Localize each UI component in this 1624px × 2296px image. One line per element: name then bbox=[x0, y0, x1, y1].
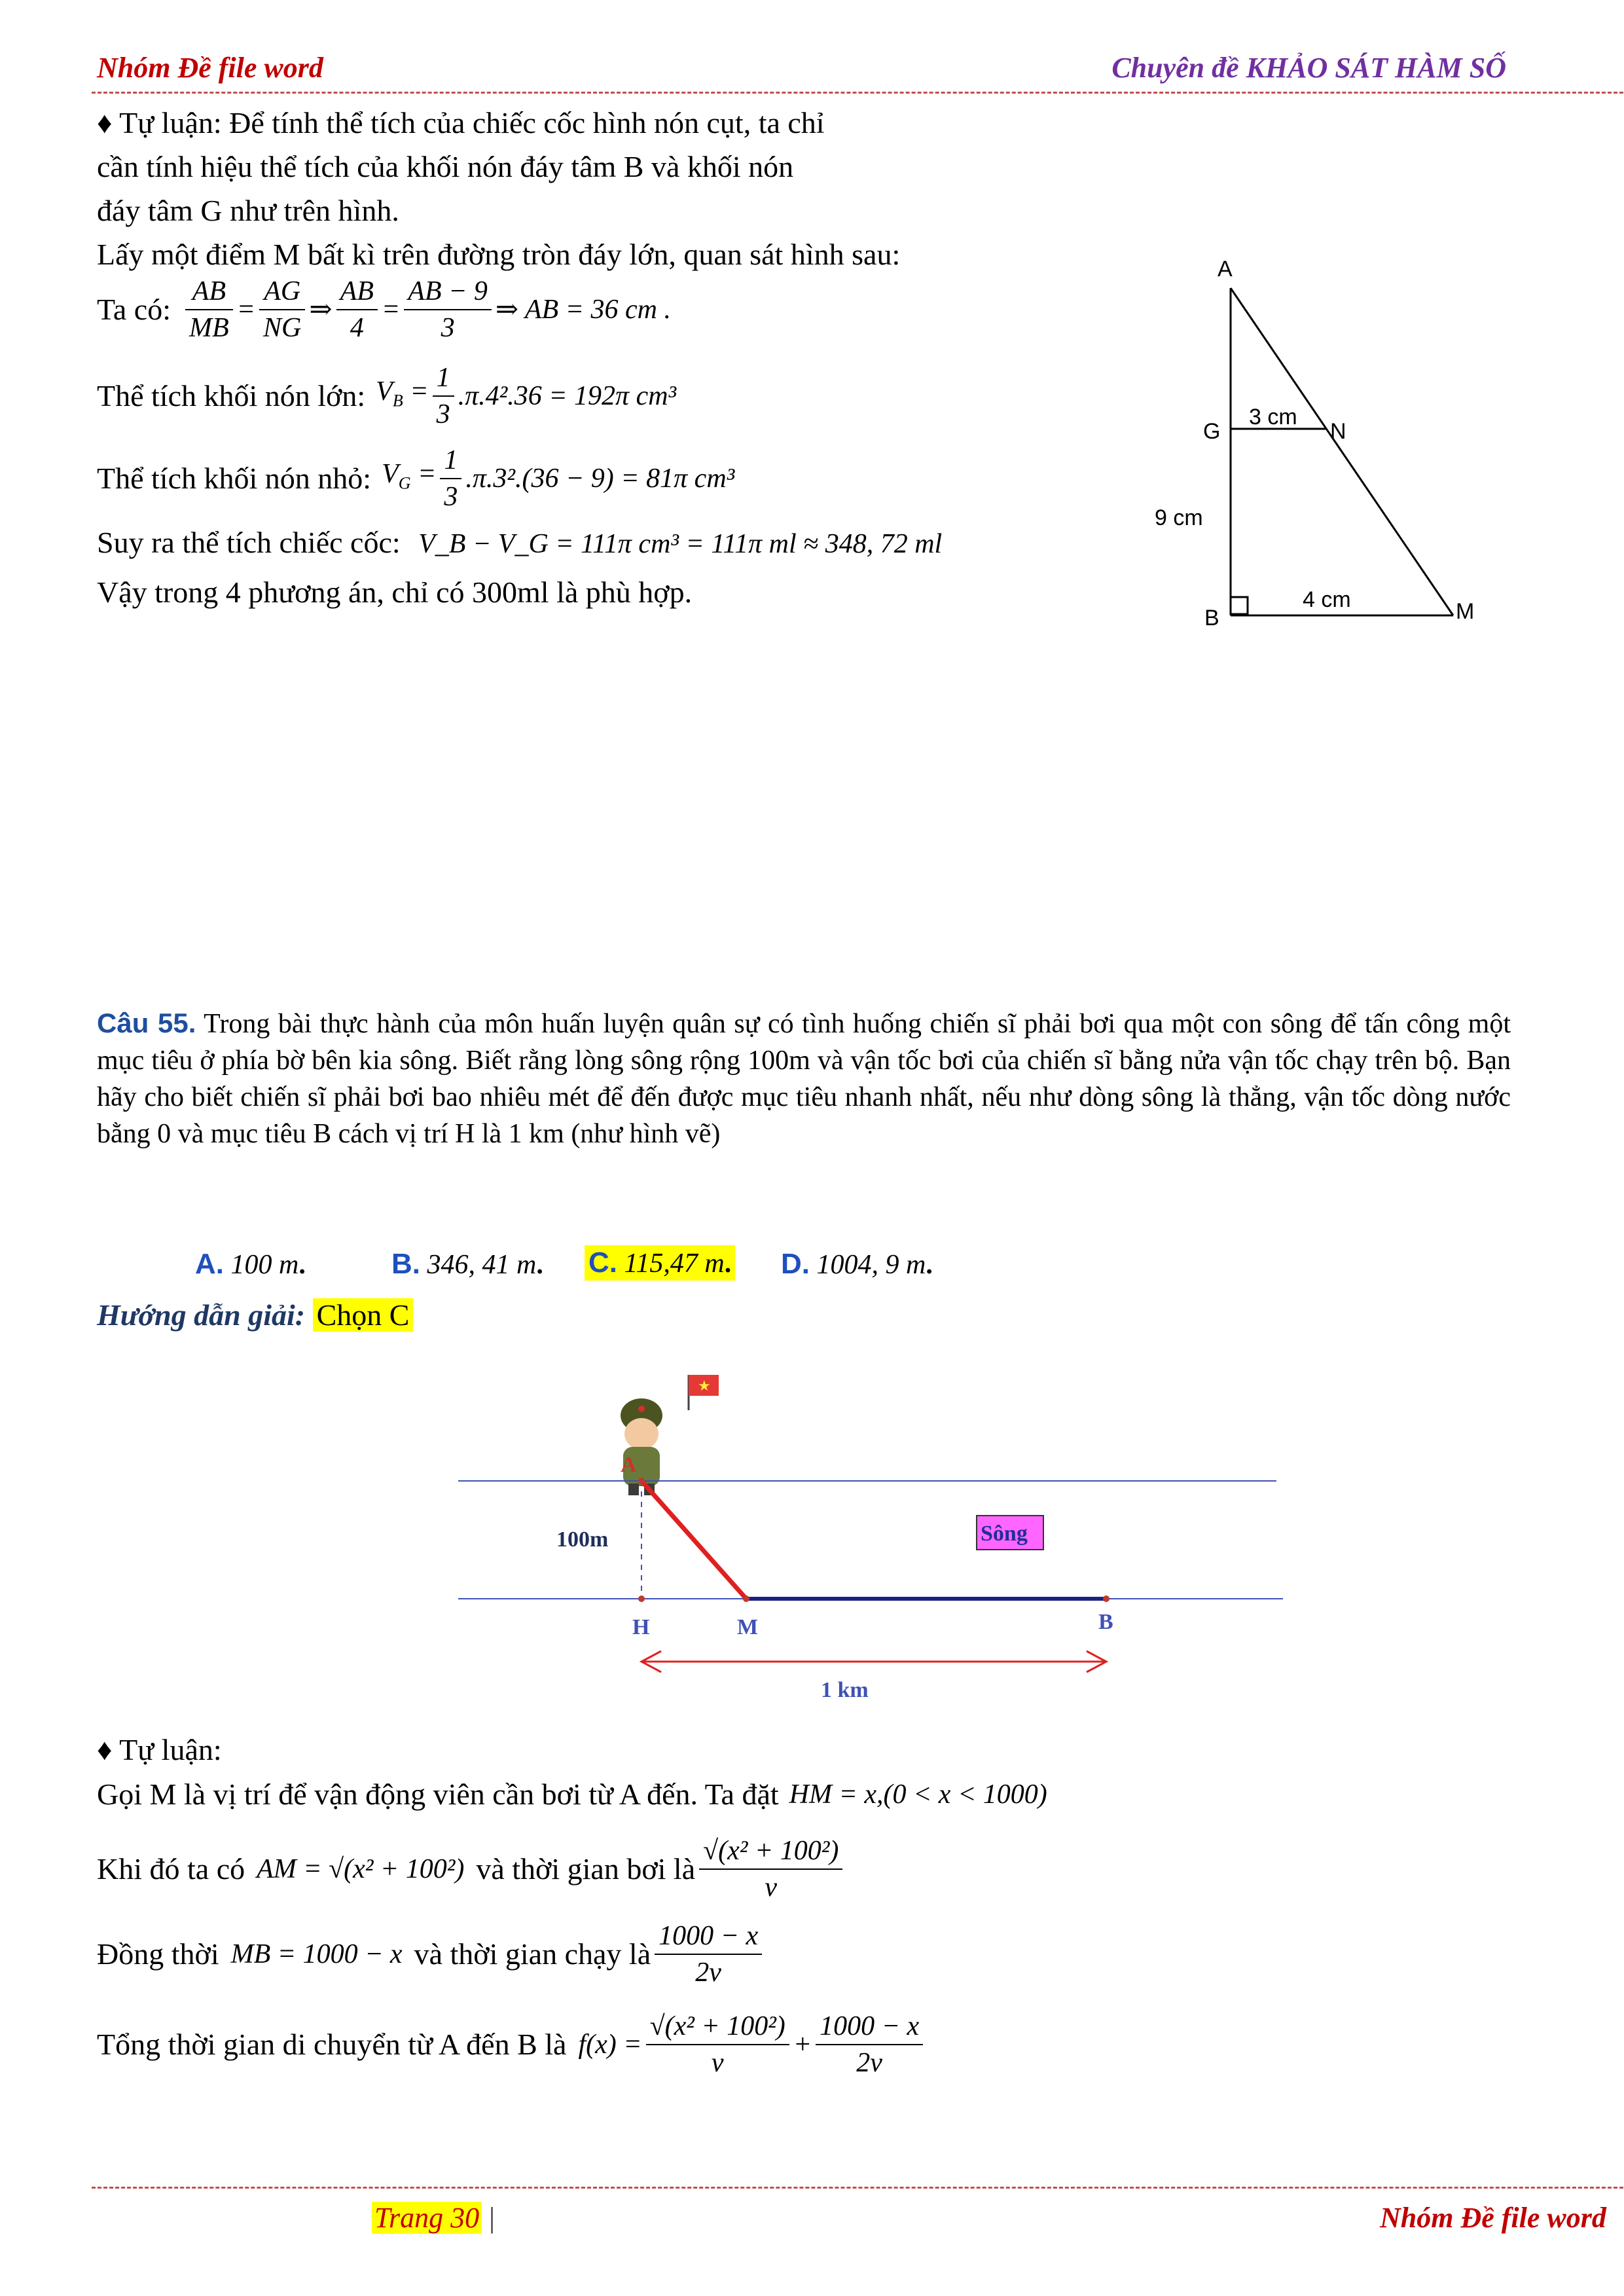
intro-line-1: ♦ Tự luận: Để tính thể tích của chiếc cốc hình nón cụt, ta chỉ bbox=[97, 106, 825, 139]
header-left: Nhóm Đề file word bbox=[97, 52, 323, 84]
vb-formula: .π.4².36 = 192π cm³ bbox=[458, 381, 677, 411]
question-number: Câu 55. bbox=[97, 1008, 196, 1038]
label-ab-length: 9 cm bbox=[1155, 505, 1203, 530]
part2-heading: ♦ Tự luận: bbox=[97, 1733, 222, 1766]
option-c[interactable]: C. 115,47 m. bbox=[585, 1245, 735, 1281]
swim-path bbox=[641, 1481, 746, 1599]
header-rule bbox=[92, 92, 1623, 94]
svg-text:★: ★ bbox=[698, 1377, 711, 1394]
vg-label: Thể tích khối nón nhỏ: bbox=[97, 462, 372, 495]
vb-label: Thể tích khối nón lớn: bbox=[97, 379, 366, 412]
label-n: N bbox=[1330, 419, 1346, 444]
label-b: B bbox=[1098, 1610, 1113, 1634]
part2-line-2: Khi đó ta có AM = √(x² + 100²) và thời gian bơi là $\frac{\text{√(x² + 100²)}}{v}$ bbox=[97, 1833, 846, 1905]
guide-label: Hướng dẫn giải: bbox=[97, 1298, 306, 1332]
diff-formula: V_B − V_G = 111π cm³ = 111π ml ≈ 348, 72 ml bbox=[418, 529, 943, 559]
right-angle-mark bbox=[1231, 597, 1248, 614]
intro-line-3: đáy tâm G như trên hình. bbox=[97, 194, 399, 227]
label-h: H bbox=[632, 1615, 650, 1639]
label-a: A bbox=[1218, 257, 1233, 282]
label-m: M bbox=[1456, 599, 1475, 624]
question-text: Trong bài thực hành của môn huấn luyện quân sự có tình huống chiến sĩ phải bơi qua một con sông để tấn công một mục tiêu ở phía bờ bên kia sông. Biết rằng lòng sông rộng 100m và vận tốc bơi của chiến sĩ bằng nửa vận tốc chạy trên bộ. Bạn hãy cho biết chiến sĩ phải bơi bao nhiêu mét để đến được mục tiêu nhanh nhất, nếu như dòng sông là thẳng, vận tốc dòng nước bằng 0 và mục tiêu B cách vị trí H là 1 km (như hình vẽ) bbox=[97, 1009, 1511, 1149]
footer-rule bbox=[92, 2187, 1623, 2189]
footer-page: Trang 30 | bbox=[372, 2201, 495, 2234]
label-b: B bbox=[1204, 606, 1219, 630]
conclusion: Vậy trong 4 phương án, chỉ có 300ml là phù hợp. bbox=[97, 575, 693, 609]
option-b[interactable]: B. 346, 41 m. bbox=[391, 1248, 543, 1280]
flag-icon bbox=[689, 1375, 719, 1410]
ratio-line bbox=[97, 274, 671, 346]
label-bm-length: 4 cm bbox=[1303, 587, 1351, 612]
label-m: M bbox=[737, 1615, 759, 1639]
river-figure bbox=[445, 1355, 1296, 1722]
question-block bbox=[97, 1005, 1511, 1152]
ratio-formula: $\frac{AB}{MB}$ = $\frac{AG}{NG}$ ⇒ $\frac{AB}{4}$ = $\frac{AB - 9}{3}$ ⇒ AB = 36 cm . bbox=[181, 274, 671, 346]
guide-answer: Chọn C bbox=[313, 1298, 414, 1332]
intro-line-2: cần tính hiệu thể tích của khối nón đáy tâm B và khối nón bbox=[97, 150, 794, 183]
label-river: Sông bbox=[981, 1522, 1028, 1546]
footer-right: Nhóm Đề file word bbox=[1380, 2202, 1606, 2234]
guide-line bbox=[97, 1298, 413, 1332]
vg-formula: .π.3².(36 − 9) = 81π cm³ bbox=[465, 464, 735, 494]
option-d[interactable]: D. 1004, 9 m. bbox=[781, 1248, 933, 1280]
part2-line-1: Gọi M là vị trí để vận động viên cần bơi từ A đến. Ta đặt HM = x,(0 < x < 1000) bbox=[97, 1777, 1047, 1811]
option-a[interactable]: A. 100 m. bbox=[195, 1248, 306, 1280]
label-a: A bbox=[621, 1453, 637, 1477]
intro-line-4: Lấy một điểm M bất kì trên đường tròn đáy lớn, quan sát hình sau: bbox=[97, 238, 901, 271]
label-gn-length: 3 cm bbox=[1249, 405, 1297, 429]
triangle-figure bbox=[1139, 249, 1506, 642]
ratio-result: ⇒ AB = 36 cm . bbox=[495, 295, 671, 325]
ratio-label: Ta có: bbox=[97, 293, 171, 326]
segment-am bbox=[1231, 288, 1453, 615]
header-right: Chuyên đề KHẢO SÁT HÀM SỐ bbox=[1111, 52, 1506, 84]
diff-label: Suy ra thể tích chiếc cốc: bbox=[97, 526, 401, 559]
label-width: 100m bbox=[556, 1527, 609, 1552]
vg-line: Thể tích khối nón nhỏ: $V_G$ = $\frac{1}{3}$ .π.3².(36 − 9) = 81π cm³ bbox=[97, 443, 734, 515]
vb-line: Thể tích khối nón lớn: $V_B$ = $\frac{1}{3}$ .π.4².36 = 192π cm³ bbox=[97, 360, 676, 432]
part2-line-4: Tổng thời gian di chuyển từ A đến B là f(x) = $\frac{\text{√(x² + 100²)}}{v}$ + $\frac{1000 - x}{2v}$ bbox=[97, 2009, 927, 2081]
part2-line-3: Đồng thời MB = 1000 − x và thời gian chạy là $\frac{1000 - x}{2v}$ bbox=[97, 1918, 766, 1990]
diff-line bbox=[97, 521, 942, 566]
label-distance: 1 km bbox=[821, 1678, 869, 1702]
label-g: G bbox=[1203, 419, 1221, 444]
